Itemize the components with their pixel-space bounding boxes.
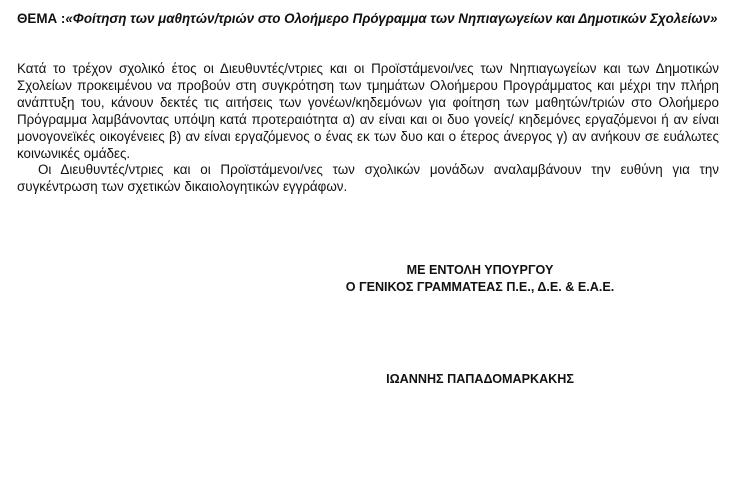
signature-authority-line: ΜΕ ΕΝΤΟΛΗ ΥΠΟΥΡΓΟΥ <box>406 263 554 277</box>
document-body <box>17 61 719 196</box>
signature-title-line: Ο ΓΕΝΙΚΟΣ ΓΡΑΜΜΑΤΕΑΣ Π.Ε., Δ.Ε. & Ε.Α.Ε. <box>345 280 615 294</box>
body-paragraph: Κατά το τρέχον σχολικό έτος οι Διευθυντές/ντριες και οι Προϊστάμενοι/νες των Νηπιαγωγείων και των Δημοτικών Σχολείων προκειμένου να προβούν στη συγκρότηση των τμημάτων Ολοήμερου Προγράμματος και μέχρι την πλήρη ανάπτυξη του, κάνουν δεκτές τις αιτήσεις των γονέων/κηδεμόνων για φοίτηση των μαθητών/τριών στο Ολοήμερο Πρόγραμμα λαμβάνοντας υπόψη κατά προτεραιότητα α) αν είναι και οι δυο γονείς/ κηδεμόνες εργαζόμενοι ή αν είναι μονογονεϊκές οικογένειες β) αν είναι εργαζόμενος ο ένας εκ των δυο και ο έτερος άνεργος γ) αν ανήκουν σε ευάλωτες κοινωνικές ομάδες. <box>17 61 719 161</box>
signatory-name: ΙΩΑΝΝΗΣ ΠΑΠΑΔΟΜΑΡΚΑΚΗΣ <box>386 372 574 386</box>
subject-heading <box>17 10 719 27</box>
body-paragraph: Οι Διευθυντές/ντριες και οι Προϊστάμενοι/νες των σχολικών μονάδων αναλαμβάνουν την ευθύνη για την συγκέντρωση των σχετικών δικαιολογητικών εγγράφων. <box>17 162 719 195</box>
subject-title: «Φοίτηση των μαθητών/τριών στο Ολοήμερο Πρόγραμμα των Νηπιαγωγείων και Δημοτικών Σχολείων» <box>65 11 718 26</box>
subject-label: ΘΕΜΑ : <box>17 11 66 26</box>
